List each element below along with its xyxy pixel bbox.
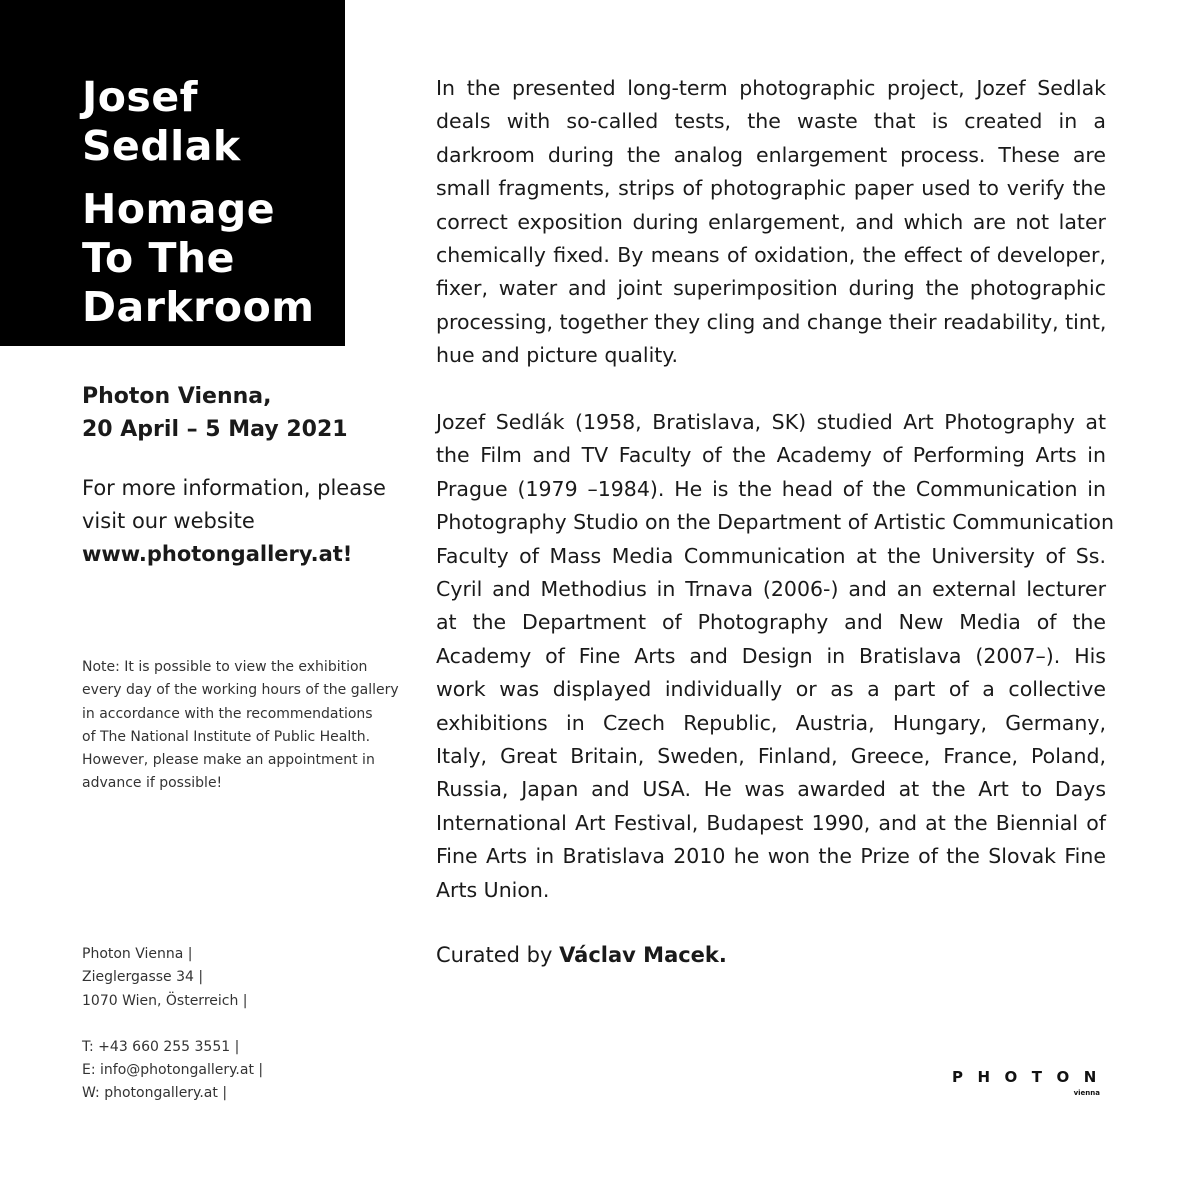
project-description [436,72,1106,373]
note-line: Note: It is possible to view the exhibition [82,659,368,675]
text-line: Arts Union. [436,877,550,902]
address-line: Zieglergasse 34 | [82,969,204,986]
address-line: 1070 Wien, Österreich | [82,992,248,1009]
photon-logo [952,1068,1111,1103]
venue-dates [82,380,392,446]
visit-note [82,656,402,796]
website-link[interactable]: www.photongallery.at! [82,542,353,566]
web-line[interactable]: W: photongallery.at | [82,1085,228,1102]
address-line: Photon Vienna | [82,946,193,962]
info-line-2: visit our website [82,509,255,533]
email-line[interactable]: E: info@photongallery.at | [82,1062,264,1079]
text-line: Faculty of Mass Media Communication at the University of Ss. [436,543,1106,568]
text-line: hue and picture quality. [436,343,679,368]
text-line: Fine Arts in Bratislava 2010 he won the Prize of the Slovak Fine [436,844,1106,869]
text-line: Prague (1979 –1984). He is the head of the Communication in [436,476,1106,501]
venue-name: Photon Vienna, [82,384,272,409]
text-line: correct exposition during enlargement, and which are not later [436,209,1106,234]
address-spacer [82,1013,382,1036]
text-line: Photography Studio on the Department of Artistic Communication [436,510,1114,535]
text-line: In the presented long-term photographic project, Jozef Sedlak [436,76,1106,100]
artist-first-name: Josef [82,73,198,121]
artist-last-name: Sedlak [82,122,241,170]
exhibition-title-line-3: Darkroom [82,283,315,331]
info-line-1: For more information, please [82,476,386,500]
text-line: work was displayed individually or as a part of a collective [436,677,1106,702]
text-line: chemically fixed. By means of oxidation, the effect of developer, [436,243,1106,268]
title-block [0,0,345,346]
text-line: small fragments, strips of photographic paper used to verify the [436,176,1106,201]
curator-name: Václav Macek. [559,943,727,967]
text-line: fixer, water and joint superimposition during the photographic [436,276,1106,301]
text-line: darkroom during the analog enlargement process. These are [436,142,1106,167]
gallery-address [82,943,382,1106]
curated-by-label: Curated by [436,943,560,967]
note-line: in accordance with the recommendations [82,705,373,722]
text-line: exhibitions in Czech Republic, Austria, Hungary, Germany, [436,710,1106,735]
text-line: at the Department of Photography and New Media of the [436,610,1106,635]
exhibition-title-line-2: To The [82,234,235,282]
note-line: advance if possible! [82,775,223,792]
text-line: Cyril and Methodius in Trnava (2006-) and an external lecturer [436,577,1106,602]
artist-biography [436,406,1114,907]
note-line: of The National Institute of Public Health. [82,728,371,745]
text-line: deals with so-called tests, the waste that is created in a [436,109,1106,134]
text-line: Academy of Fine Arts and Design in Bratislava (2007–). His [436,643,1106,668]
text-line: the Film and TV Faculty of the Academy of Performing Arts in [436,443,1106,468]
text-line: processing, together they cling and change their readability, tint, [436,309,1107,334]
text-line: International Art Festival, Budapest 1990, and at the Biennial of [436,810,1106,835]
exhibition-title-line-1: Homage [82,185,276,233]
curator-credit [436,938,1106,972]
note-line: However, please make an appointment in [82,752,375,769]
exhibition-dates: 20 April – 5 May 2021 [82,417,348,442]
text-line: Italy, Great Britain, Sweden, Finland, Greece, France, Poland, [436,744,1106,769]
more-info [82,472,402,571]
text-line: Russia, Japan and USA. He was awarded at the Art to Days [436,777,1106,802]
text-line: Jozef Sedlák (1958, Bratislava, SK) studied Art Photography at [436,410,1106,434]
note-line: every day of the working hours of the gallery [82,682,399,699]
logo-subtitle: vienna [1073,1089,1100,1097]
logo-wordmark: PHOTON [952,1068,1111,1086]
phone-line: T: +43 660 255 3551 | [82,1038,240,1055]
